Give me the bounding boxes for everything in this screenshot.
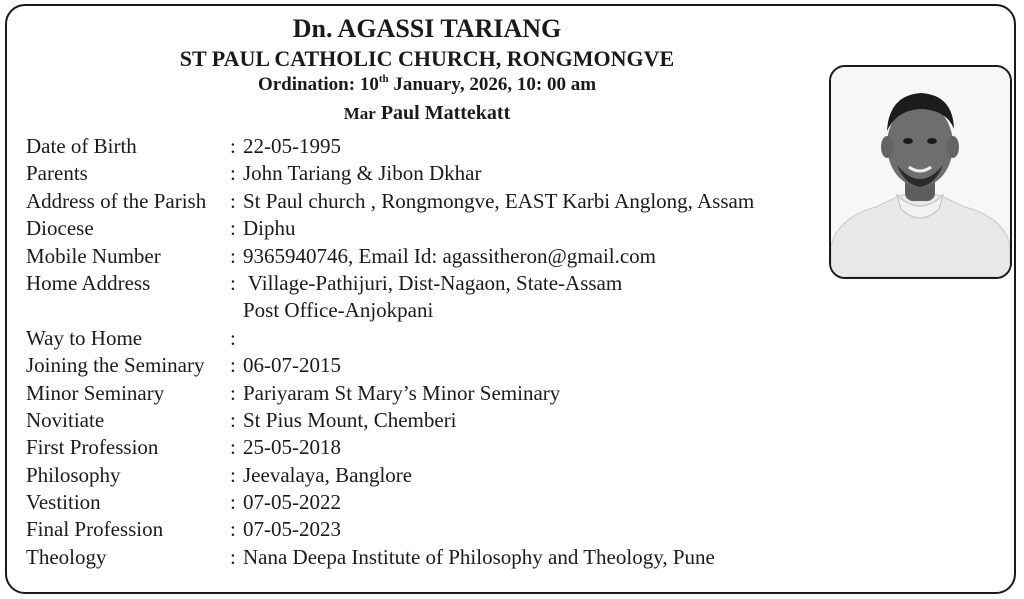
detail-value: John Tariang & Jibon Dkhar: [243, 161, 482, 186]
portrait-photo-icon: [831, 67, 1010, 277]
detail-value: Diphu: [243, 216, 296, 241]
detail-label: Way to Home: [26, 325, 143, 350]
detail-value: 9365940746, Email Id: agassitheron@gmail.com: [243, 243, 657, 268]
detail-label: Diocese: [26, 216, 94, 241]
detail-value: 07-05-2022: [243, 490, 341, 515]
right-ear-shape: [947, 136, 959, 158]
detail-label: Theology: [26, 544, 107, 569]
detail-separator: :: [230, 353, 236, 378]
bishop-title: Mar: [343, 104, 376, 123]
detail-label: Date of Birth: [26, 134, 137, 158]
detail-separator: :: [230, 134, 236, 158]
detail-separator: :: [230, 161, 236, 186]
detail-label: Parents: [26, 161, 88, 186]
detail-separator: :: [230, 517, 236, 542]
detail-value: Pariyaram St Mary’s Minor Seminary: [243, 380, 561, 405]
left-eye-shape: [903, 138, 913, 144]
detail-label: Address of the Parish: [26, 188, 207, 213]
ordination-suffix: January, 2026, 10: 00 am: [388, 74, 597, 95]
detail-label: Minor Seminary: [26, 380, 165, 405]
detail-separator: :: [230, 490, 236, 515]
detail-value: St Paul church , Rongmongve, EAST Karbi Anglong, Assam: [243, 188, 755, 213]
bishop-name: Paul Mattekatt: [375, 102, 511, 124]
ordination-line: [7, 73, 847, 97]
detail-separator: :: [230, 380, 236, 405]
detail-label: Home Address: [26, 270, 151, 295]
detail-label: Philosophy: [26, 462, 121, 487]
detail-separator: :: [230, 216, 236, 241]
detail-separator: :: [230, 435, 236, 460]
detail-label: Mobile Number: [26, 243, 161, 268]
detail-label: Novitiate: [26, 407, 105, 432]
home-address-line1: Village-Pathijuri, Dist-Nagaon, State-Assam: [243, 270, 623, 295]
detail-separator: :: [230, 188, 236, 213]
ordaining-bishop: [7, 101, 847, 126]
candidate-name: Dn. AGASSI TARIANG: [292, 14, 562, 43]
detail-separator: :: [230, 462, 236, 487]
detail-label: Final Profession: [26, 517, 164, 542]
detail-value: 07-05-2023: [243, 517, 341, 542]
detail-label: First Profession: [26, 435, 159, 460]
detail-value: Nana Deepa Institute of Philosophy and Theology, Pune: [243, 544, 715, 569]
detail-value: 06-07-2015: [243, 353, 341, 378]
left-ear-shape: [881, 136, 893, 158]
detail-separator: :: [230, 544, 236, 569]
detail-value: Jeevalaya, Banglore: [243, 462, 413, 487]
ordination-superscript: th: [378, 73, 389, 85]
right-eye-shape: [927, 138, 937, 144]
ordination-prefix: Ordination: 10: [257, 74, 379, 95]
home-address-line2: Post Office-Anjokpani: [243, 298, 434, 323]
detail-value: [243, 270, 622, 325]
detail-label: Joining the Seminary: [26, 353, 205, 378]
detail-value: St Pius Mount, Chemberi: [243, 407, 457, 432]
profile-card: [5, 4, 1016, 594]
detail-value: 25-05-2018: [243, 435, 341, 460]
detail-separator: :: [230, 407, 236, 432]
detail-separator: :: [230, 270, 236, 295]
detail-value: 22-05-1995: [243, 134, 341, 158]
detail-separator: :: [230, 243, 236, 268]
portrait-photo: [829, 65, 1012, 279]
church-name: ST PAUL CATHOLIC CHURCH, RONGMONGVE: [179, 46, 675, 71]
detail-label: Vestition: [26, 490, 101, 515]
detail-separator: :: [230, 325, 236, 350]
